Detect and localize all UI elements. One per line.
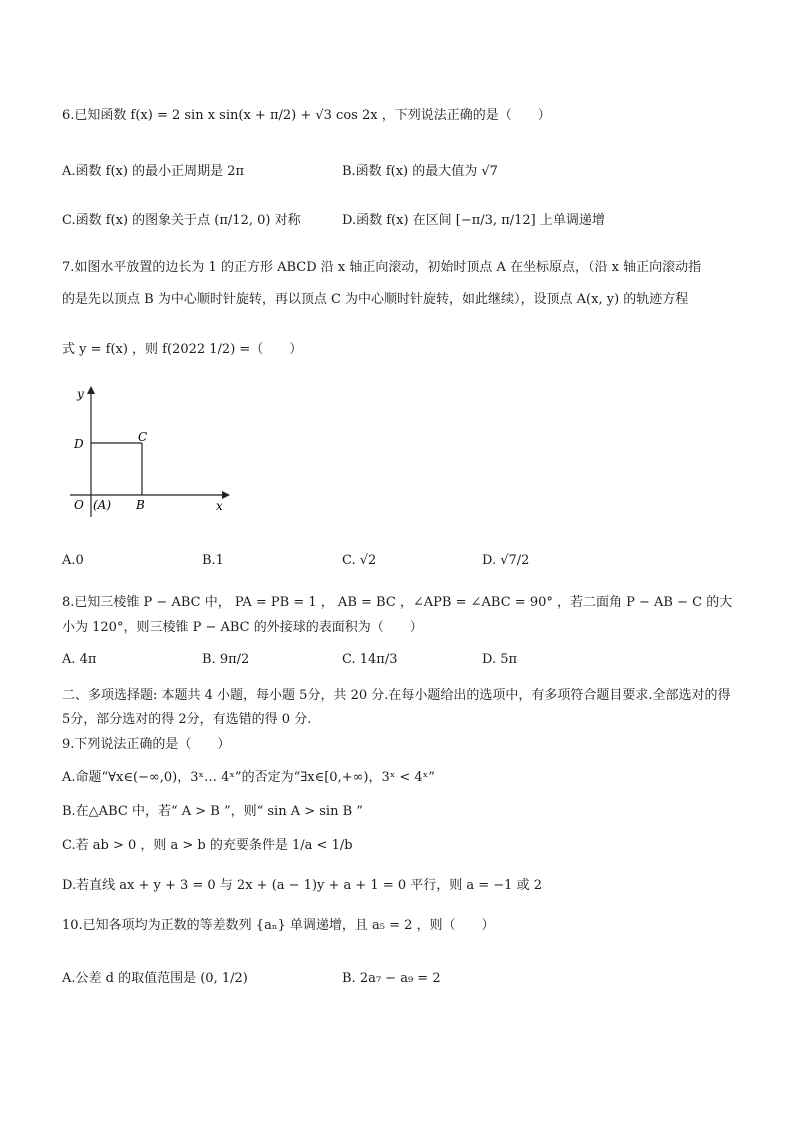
q6-option-c: C.函数 f(x) 的图象关于点 (π/12, 0) 对称: [62, 213, 301, 228]
q9-stem: 9.下列说法正确的是（ ）: [62, 737, 231, 752]
q6-stem: 6.已知函数 f(x) = 2 sin x sin(x + π/2) + √3 cos 2x ，下列说法正确的是（ ）: [62, 108, 551, 123]
q9-option-c: C.若 ab > 0 ，则 a > b 的充要条件是 1/a < 1/b: [62, 838, 353, 853]
q9-option-d: D.若直线 ax + y + 3 = 0 与 2x + (a − 1)y + a + 1 = 0 平行，则 a = −1 或 2: [62, 878, 542, 893]
q7-option-b: B.1: [202, 553, 224, 568]
label-y: y: [77, 387, 84, 401]
q8-option-b: B. 9π/2: [202, 652, 250, 667]
q8-option-c: C. 14π/3: [342, 652, 398, 667]
q7-option-c: C. √2: [342, 553, 377, 568]
label-x: x: [216, 499, 223, 513]
y-axis-arrow-icon: [87, 386, 95, 394]
q7-line1: 7.如图水平放置的边长为 1 的正方形 ABCD 沿 x 轴正向滚动，初始时顶点 A 在坐标原点，（沿 x 轴正向滚动指: [62, 260, 702, 275]
label-b: B: [136, 498, 145, 512]
q7-square-figure: [60, 382, 240, 522]
q8-line2: 小为 120°，则三棱锥 P − ABC 的外接球的表面积为（ ）: [62, 620, 423, 635]
q6-option-a: A.函数 f(x) 的最小正周期是 2π: [62, 164, 245, 179]
q6-option-d: D.函数 f(x) 在区间 [−π/3, π/12] 上单调递增: [342, 213, 605, 228]
q7-option-d: D. √7/2: [482, 553, 530, 568]
label-o: O: [74, 498, 84, 512]
q7-line3: 式 y = f(x) ，则 f(2022 1/2) =（ ）: [62, 342, 303, 357]
q6-option-b: B.函数 f(x) 的最大值为 √7: [342, 164, 498, 179]
q9-option-b: B.在△ABC 中，若“ A > B ”，则“ sin A > sin B ”: [62, 804, 363, 819]
q8-option-a: A. 4π: [62, 652, 97, 667]
q9-option-a: A.命题“∀x∈(−∞,0)，3ˣ… 4ˣ”的否定为“∃x∈[0,+∞)，3ˣ < 4ˣ”: [62, 770, 435, 785]
label-c: C: [138, 430, 148, 444]
label-a: (A): [93, 498, 112, 512]
q8-option-d: D. 5π: [482, 652, 518, 667]
section-multiple-choice-header: 二、多项选择题: 本题共 4 小题，每小题 5分，共 20 分.在每小题给出的选项中，有多项符合题目要求.全部选对的得 5分，部分选对的得 2分，有选错的得 0 分.: [62, 688, 731, 727]
q10-option-a: A.公差 d 的取值范围是 (0, 1/2): [62, 971, 248, 986]
q10-option-b: B. 2a₇ − a₉ = 2: [342, 971, 441, 986]
q7-option-a: A.0: [62, 553, 84, 568]
q8-line1: 8.已知三棱锥 P − ABC 中， PA = PB = 1 ， AB = BC ，∠APB = ∠ABC = 90° ，若二面角 P − AB − C 的大: [62, 595, 733, 610]
q10-stem: 10.已知各项均为正数的等差数列 {aₙ} 单调递增，且 a₅ = 2 ，则（ ）: [62, 918, 495, 933]
q7-line2: 的是先以顶点 B 为中心顺时针旋转，再以顶点 C 为中心顺时针旋转，如此继续），设顶点 A(x, y) 的轨迹方程: [62, 292, 689, 307]
x-axis-arrow-icon: [222, 491, 230, 499]
label-d: D: [74, 437, 84, 451]
